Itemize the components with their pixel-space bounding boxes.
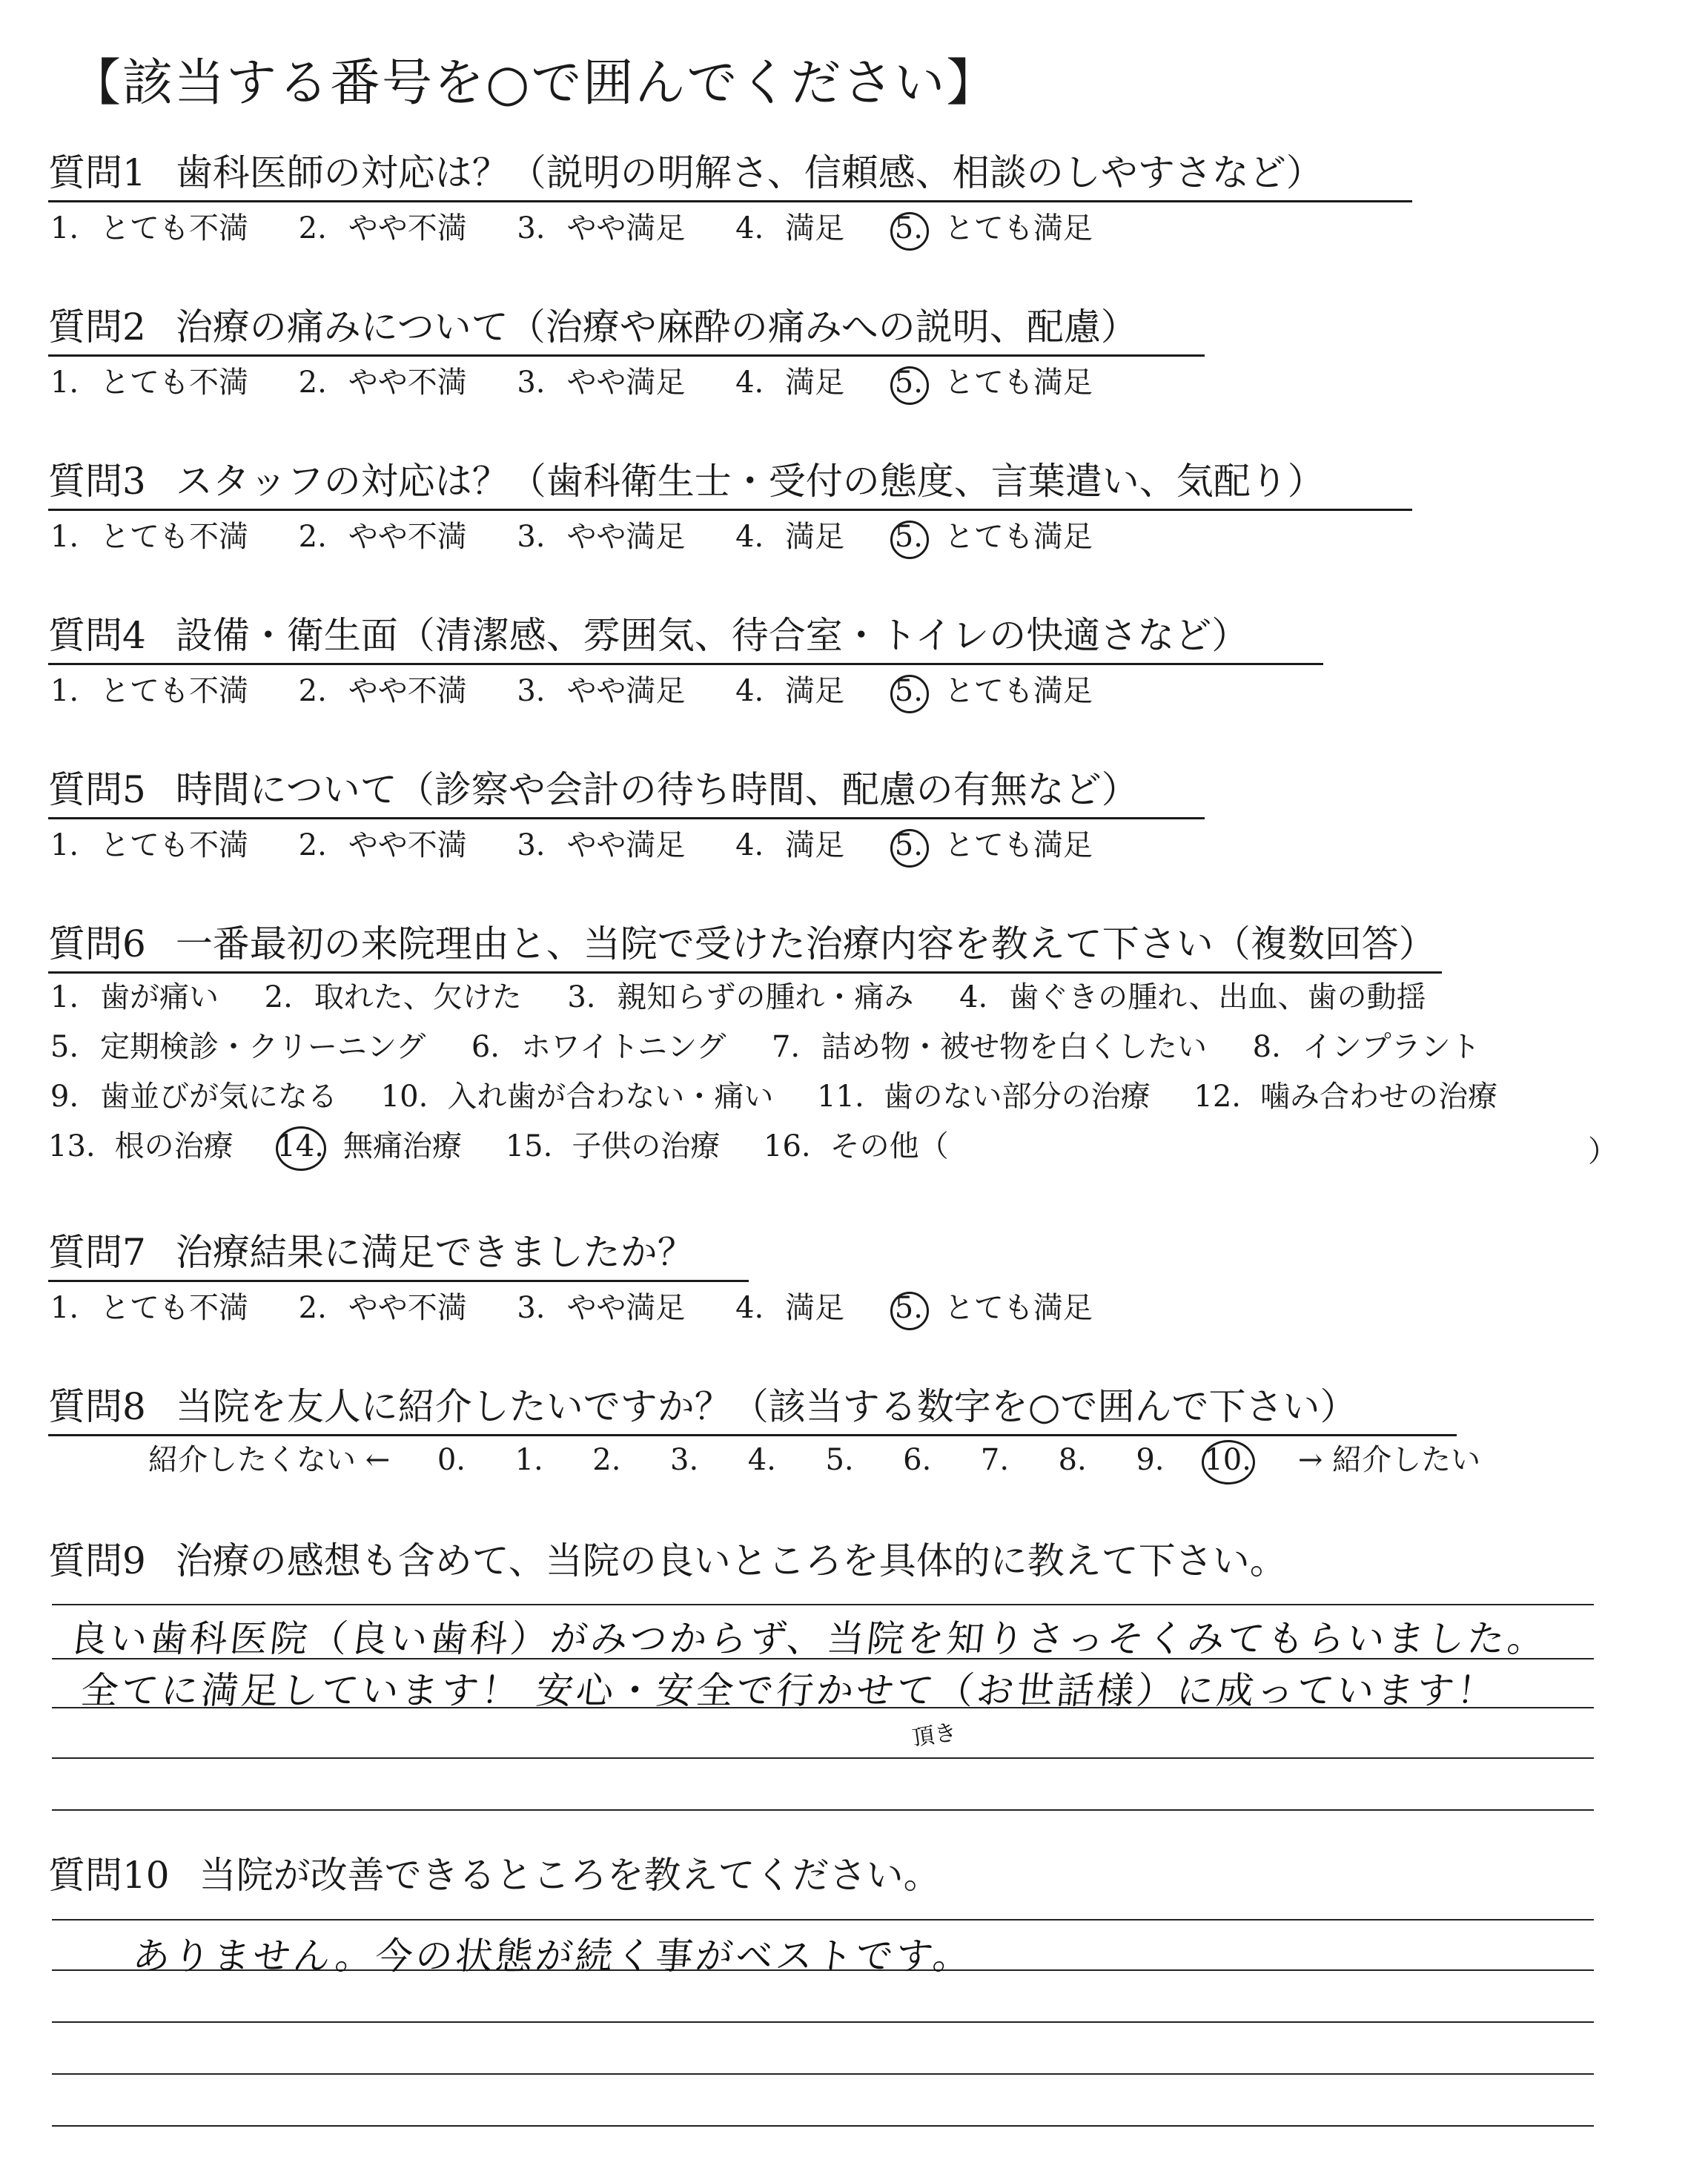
q4-option-5-circled[interactable]: 5. とても満足 (893, 673, 1093, 710)
question-3-heading (48, 458, 1412, 511)
q8-option-0[interactable]: 0. (437, 1443, 466, 1477)
question-6-text: 一番最初の来院理由と、当院で受けた治療内容を教えて下さい（複数回答） (175, 922, 1436, 965)
question-9-text: 治療の感想も含めて、当院の良いところを具体的に教えて下さい。 (175, 1539, 1287, 1582)
q2-option-5-circled[interactable]: 5. とても満足 (893, 364, 1093, 401)
q10-ruled-line-3 (52, 2021, 1594, 2023)
q4-option-2[interactable]: 2. やや不満 (298, 674, 467, 708)
question-7-text: 治療結果に満足できましたか？ (175, 1231, 695, 1274)
q5-option-1[interactable]: 1. とても不満 (50, 828, 248, 862)
q10-ruled-line-4 (52, 2073, 1594, 2075)
question-6-heading (48, 921, 1442, 974)
q10-handwritten-answer-line-1[interactable]: ありません。今の状態が続く事がベストです。 (130, 1935, 976, 1978)
q7-option-2[interactable]: 2. やや不満 (298, 1291, 467, 1325)
q3-option-3[interactable]: 3. やや満足 (517, 520, 686, 554)
q8-option-1[interactable]: 1. (514, 1443, 543, 1477)
question-7-options (48, 1289, 1131, 1327)
q2-option-1[interactable]: 1. とても不満 (50, 366, 248, 400)
question-4-heading (48, 612, 1323, 665)
q7-option-3[interactable]: 3. やや満足 (517, 1291, 686, 1325)
question-1-text: 歯科医師の対応は？（説明の明解さ、信頼感、相談のしやすさなど） (175, 151, 1323, 194)
question-10-text: 当院が改善できるところを教えてください。 (199, 1854, 941, 1897)
q8-low-label: 紹介したくない ← (148, 1443, 391, 1477)
q6-option-10[interactable]: 10. 入れ歯が合わない・痛い (380, 1080, 774, 1114)
q6-other-close-paren: ） (1588, 1135, 1618, 1169)
q1-option-1[interactable]: 1. とても不満 (50, 211, 248, 245)
q6-option-7[interactable]: 7. 詰め物・被せ物を白くしたい (771, 1030, 1208, 1064)
q8-option-8[interactable]: 8. (1058, 1443, 1087, 1477)
q2-option-4[interactable]: 4. 満足 (735, 366, 845, 400)
q1-option-5-circled[interactable]: 5. とても満足 (893, 210, 1093, 247)
question-5-text: 時間について（診察や会計の待ち時間、配慮の有無など） (175, 768, 1139, 811)
question-9-label: 質問9 (48, 1539, 146, 1582)
q8-option-6[interactable]: 6. (903, 1443, 932, 1477)
q6-option-1[interactable]: 1. 歯が痛い (50, 980, 219, 1014)
q6-option-2[interactable]: 2. 取れた、欠けた (264, 980, 522, 1014)
q8-high-label: → 紹介したい (1297, 1443, 1481, 1477)
q4-option-1[interactable]: 1. とても不満 (50, 674, 248, 708)
question-2-options (48, 364, 1131, 401)
question-3-label: 質問3 (48, 460, 146, 503)
q6-option-3[interactable]: 3. 親知らずの腫れ・痛み (567, 980, 914, 1014)
q7-option-1[interactable]: 1. とても不満 (50, 1291, 248, 1325)
q3-option-1[interactable]: 1. とても不満 (50, 520, 248, 554)
q4-option-4[interactable]: 4. 満足 (735, 674, 845, 708)
q10-ruled-line-5 (52, 2125, 1594, 2127)
question-9-heading (48, 1538, 1287, 1584)
q5-option-2[interactable]: 2. やや不満 (298, 828, 467, 862)
q10-ruled-line-1 (52, 1919, 1594, 1920)
question-5-label: 質問5 (48, 768, 146, 811)
q3-option-2[interactable]: 2. やや不満 (298, 520, 467, 554)
q7-option-4[interactable]: 4. 満足 (735, 1291, 845, 1325)
question-4-text: 設備・衛生面（清潔感、雰囲気、待合室・トイレの快適さなど） (175, 614, 1249, 657)
question-8-text: 当院を友人に紹介したいですか？（該当する数字を○で囲んで下さい） (175, 1385, 1357, 1428)
q9-handwritten-answer-line-2[interactable]: 全てに満足しています！ 安心・安全で行かせて（お世話様）に成っています！ (79, 1669, 1500, 1712)
page-title: 【該当する番号を○で囲んでください】 (70, 54, 999, 113)
q7-option-5-circled[interactable]: 5. とても満足 (893, 1289, 1093, 1327)
question-7-label: 質問7 (48, 1231, 146, 1274)
question-5-options (48, 827, 1131, 864)
q2-option-2[interactable]: 2. やや不満 (298, 366, 467, 400)
q9-handwritten-insertion-note: 頂き (910, 1719, 959, 1751)
q6-option-14-circled[interactable]: 14. 無痛治療 (277, 1129, 462, 1163)
question-10-label: 質問10 (48, 1854, 170, 1897)
q5-option-3[interactable]: 3. やや満足 (517, 828, 686, 862)
q6-option-11[interactable]: 11. 歯のない部分の治療 (817, 1080, 1151, 1114)
q6-options-row-4 (48, 1128, 983, 1165)
q8-option-3[interactable]: 3. (670, 1443, 699, 1477)
question-5-heading (48, 767, 1205, 819)
q6-option-6[interactable]: 6. ホワイトニング (471, 1030, 726, 1064)
q6-options-row-3 (48, 1078, 1532, 1115)
question-6-label: 質問6 (48, 922, 146, 965)
q5-option-5-circled[interactable]: 5. とても満足 (893, 827, 1093, 864)
q6-options-row-2 (48, 1028, 1515, 1066)
question-8-heading (48, 1384, 1457, 1436)
q9-ruled-line-4 (52, 1757, 1594, 1759)
q8-option-7[interactable]: 7. (980, 1443, 1010, 1477)
q8-option-5[interactable]: 5. (825, 1443, 854, 1477)
q6-options-row-1 (48, 979, 1460, 1016)
question-8-scale (148, 1441, 1480, 1479)
question-4-label: 質問4 (48, 614, 146, 657)
question-2-heading (48, 304, 1205, 357)
question-3-options (48, 518, 1131, 555)
question-8-label: 質問8 (48, 1385, 146, 1428)
q6-option-4[interactable]: 4. 歯ぐきの腫れ、出血、歯の動揺 (959, 980, 1426, 1014)
q6-option-13[interactable]: 13. 根の治療 (48, 1129, 234, 1163)
q6-option-12[interactable]: 12. 噛み合わせの治療 (1194, 1080, 1498, 1114)
question-1-heading (48, 150, 1412, 202)
q6-option-9[interactable]: 9. 歯並びが気になる (50, 1080, 337, 1114)
question-2-text: 治療の痛みについて（治療や麻酔の痛みへの説明、配慮） (175, 305, 1138, 349)
q9-handwritten-answer-line-1[interactable]: 良い歯科医院（良い歯科）がみつからず、当院を知りさっそくみてもらいました。 (67, 1617, 1550, 1660)
question-7-heading (48, 1229, 749, 1282)
question-10-heading (48, 1852, 941, 1898)
q6-option-5[interactable]: 5. 定期検診・クリーニング (50, 1030, 426, 1064)
q6-option-16[interactable]: 16. その他（ (764, 1129, 949, 1163)
q1-option-2[interactable]: 2. やや不満 (298, 211, 467, 245)
q3-option-5-circled[interactable]: 5. とても満足 (893, 518, 1093, 555)
q6-option-8[interactable]: 8. インプラント (1252, 1030, 1480, 1064)
question-3-text: スタッフの対応は？（歯科衛生士・受付の態度、言葉遣い、気配り） (175, 460, 1325, 503)
q9-ruled-line-1 (52, 1604, 1594, 1605)
question-4-options (48, 673, 1131, 710)
q2-option-3[interactable]: 3. やや満足 (517, 366, 686, 400)
q1-option-3[interactable]: 3. やや満足 (517, 211, 686, 245)
question-2-label: 質問2 (48, 305, 146, 349)
question-1-label: 質問1 (48, 151, 146, 194)
q6-option-15[interactable]: 15. 子供の治療 (505, 1129, 721, 1163)
q8-option-9[interactable]: 9. (1136, 1443, 1165, 1477)
q8-option-2[interactable]: 2. (592, 1443, 621, 1477)
q9-ruled-line-5 (52, 1809, 1594, 1811)
q5-option-4[interactable]: 4. 満足 (735, 828, 845, 862)
q8-option-4[interactable]: 4. (747, 1443, 776, 1477)
q3-option-4[interactable]: 4. 満足 (735, 520, 845, 554)
q8-option-10-circled[interactable]: 10. (1194, 1441, 1262, 1479)
q1-option-4[interactable]: 4. 満足 (735, 211, 845, 245)
question-1-options (48, 210, 1131, 247)
q4-option-3[interactable]: 3. やや満足 (517, 674, 686, 708)
